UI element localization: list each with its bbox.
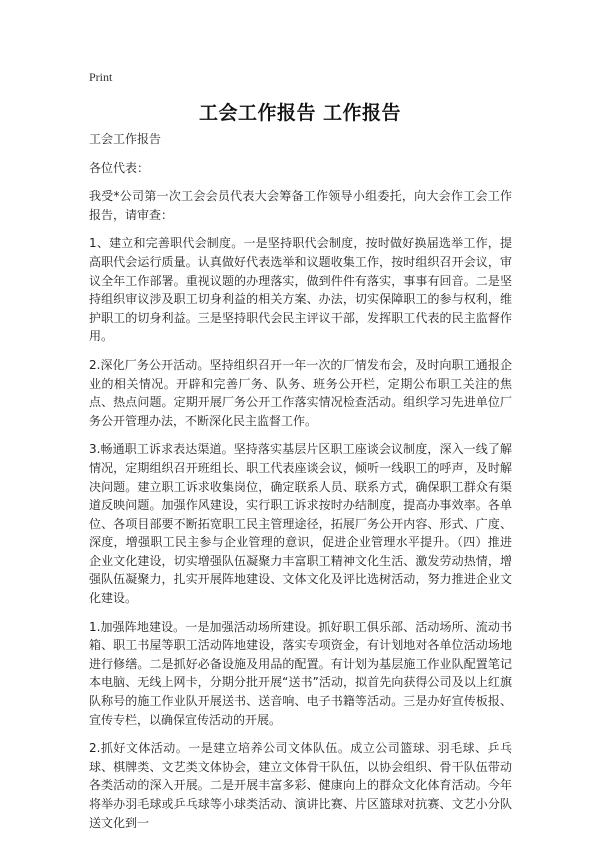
paragraph-1: 1、建立和完善职代会制度。一是坚持职代会制度，按时做好换届选举工作，提高职代会运行质量。认真做好代表选举和议题收集工作，按时组织召开会议，审议全年工作部署。重视议题的办理落实，做到件件有落实，事事有回音。二是坚持组织审议涉及职工切身利益的相关方案、办法，切实保障职工的参与权利，维护职工的切身利益。三是坚持职代会民主评议干部，发挥职工代表的民主监督作用。 — [89, 236, 512, 344]
paragraph-3: 3.畅通职工诉求表达渠道。坚持落实基层片区职工座谈会议制度，深入一线了解情况，定期组织召开班组长、职工代表座谈会议，倾听一线职工的呼声，及时解决问题。建立职工诉求收集岗位，确定联系人员、联系方式，确保职工群众有渠道反映问题。加强作风建设，实行职工诉求按时办结制度，提高办事效率。各单位、各项目部要不断拓宽职工民主管理途径，拓展厂务公开内容、形式、广度、深度，增强职工民主参与企业管理的意识，促进企业管理水平提升。（四）推进企业文化建设，切实增强队伍凝聚力丰富职工精神文化生活、激发劳动热情，增强队伍凝聚力，扎实开展阵地建设、文体文化及评比选树活动，努力推进企业文化建设。 — [89, 442, 512, 606]
paragraph-4: 1.加强阵地建设。一是加强活动场所建设。抓好职工俱乐部、活动场所、流动书箱、职工书屋等职工活动阵地建设，落实专项资金，有计划地对各单位活动场地进行修缮。二是抓好必备设施及用品的配置。有计划为基层施工作业队配置笔记本电脑、无线上网卡，分期分批开展“送书”活动，拟首先向获得公司及以上红旗队称号的施工作业队开展送书、送音响、电子书籍等活动。三是办好宣传板报、宣传专栏，以确保宣传活动的开展。 — [89, 619, 512, 727]
document-subtitle: 工会工作报告 — [89, 132, 162, 146]
paragraph-5: 2.抓好文体活动。一是建立培养公司文体队伍。成立公司篮球、羽毛球、乒乓球、棋牌类、文艺类文体协会，建立文体骨干队伍，以协会组织、骨干队伍带动各类活动的深入开展。二是开展丰富多彩、健康向上的群众文化体育活动。今年将举办羽毛球或乒乓球等小球类活动、演讲比赛、片区篮球对抗赛、文艺小分队送文化到一 — [89, 741, 512, 830]
print-label[interactable]: Print — [89, 70, 113, 84]
document-body — [89, 130, 512, 842]
page-title: 工会工作报告 工作报告 — [198, 102, 402, 124]
paragraph-intro: 我受*公司第一次工会会员代表大会筹备工作领导小组委托，向大会作工会工作报告，请审查： — [89, 189, 512, 222]
paragraph-2: 2.深化厂务公开活动。坚持组织召开一年一次的厂情发布会，及时向职工通报企业的相关情况。开辟和完善厂务、队务、班务公开栏，定期公布职工关注的焦点、热点问题。定期开展厂务公开工作落实情况检查活动。组织学习先进单位厂务公开管理办法，不断深化民主监督工作。 — [89, 357, 512, 428]
salutation: 各位代表： — [89, 160, 150, 175]
